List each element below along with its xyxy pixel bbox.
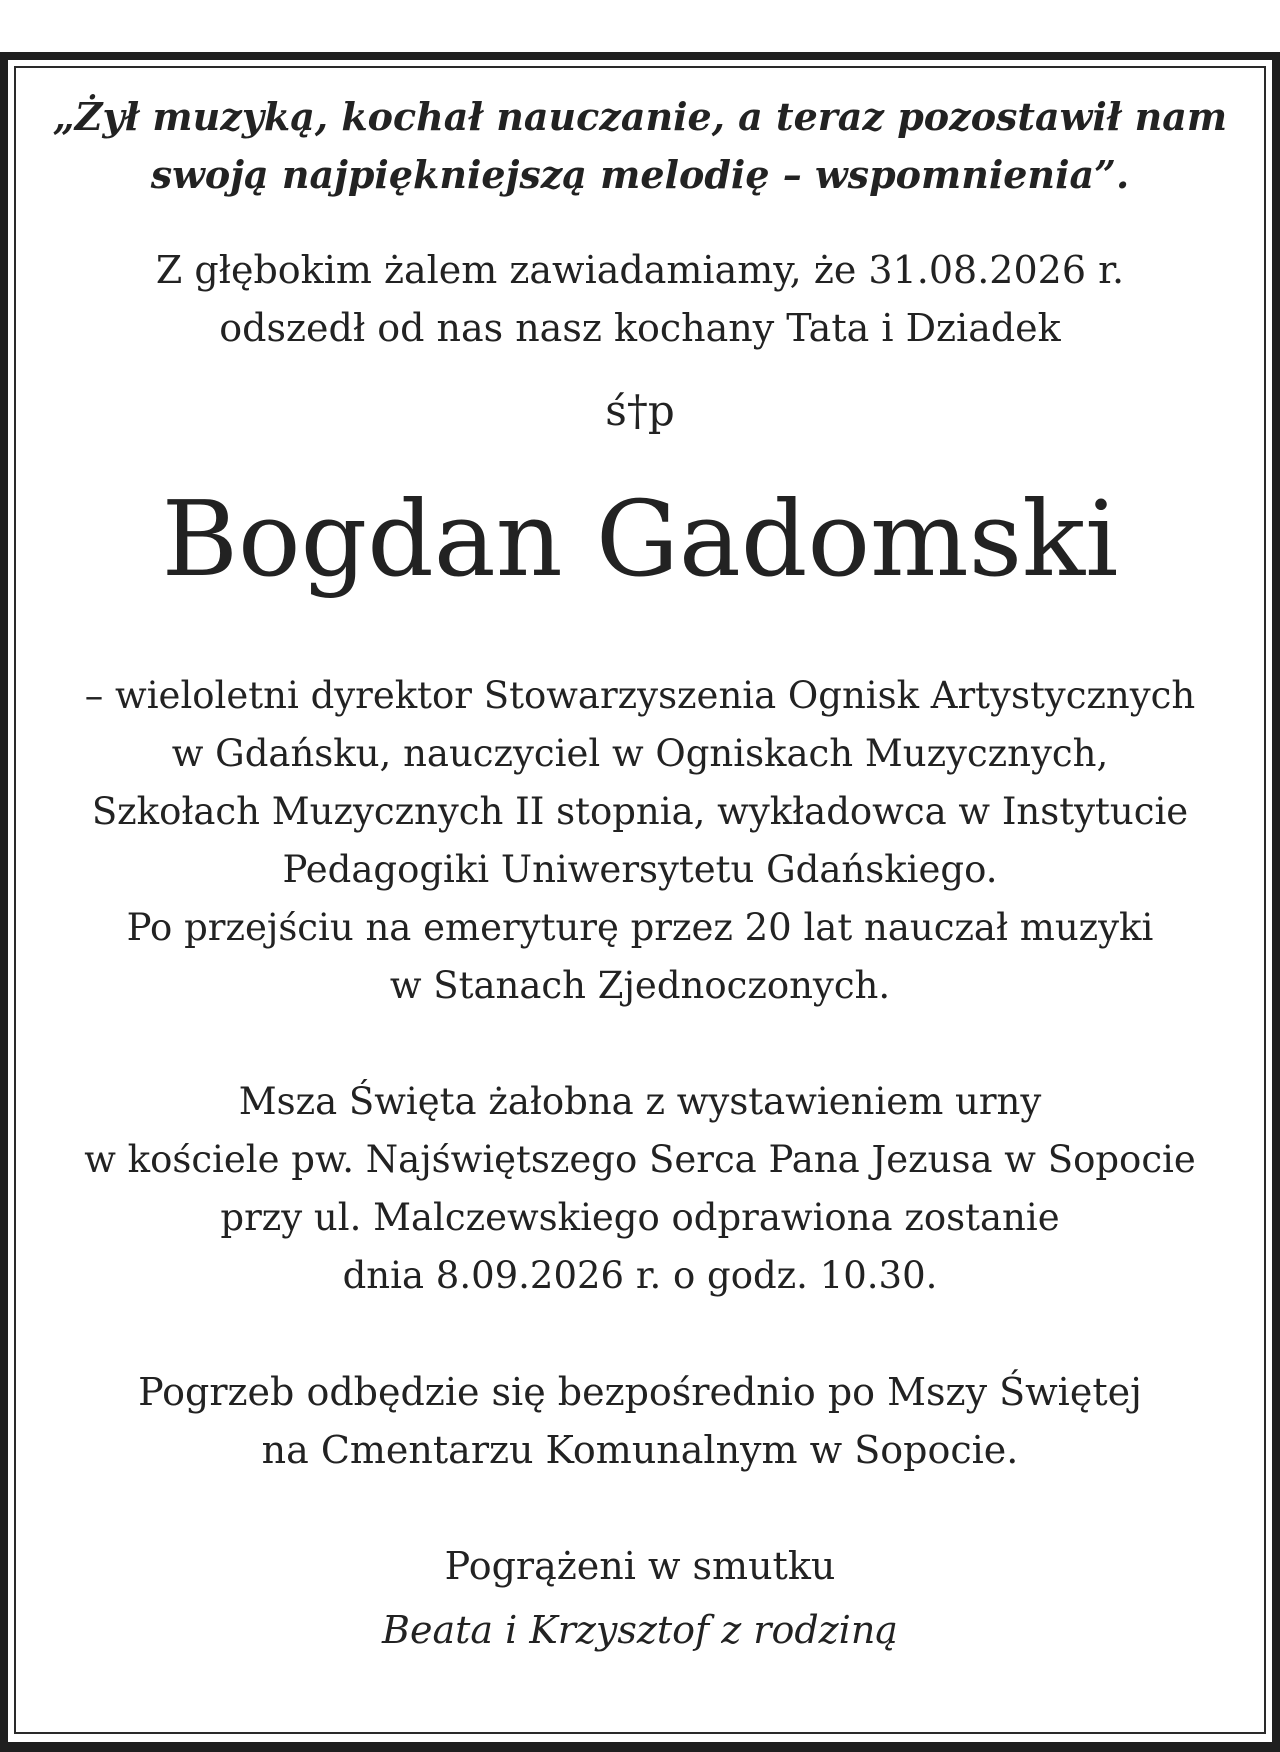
- biography-line: w Gdańsku, nauczyciel w Ogniskach Muzycznych,: [171, 732, 1109, 775]
- signature-line: Beata i Krzysztof z rodziną: [382, 1608, 898, 1652]
- funeral-mass-info: [16, 1073, 1264, 1305]
- honorific-text: ś†p: [605, 386, 675, 435]
- motto-line: swoją najpiękniejszą melodię – wspomnienia”.: [150, 152, 1130, 197]
- honorific-stp: [16, 381, 1264, 441]
- mass-line: dnia 8.09.2026 r. o godz. 10.30.: [342, 1254, 938, 1297]
- biography-line: – wieloletni dyrektor Stowarzyszenia Ognisk Artystycznych: [84, 674, 1196, 717]
- mass-line: Msza Święta żałobna z wystawieniem urny: [238, 1080, 1042, 1123]
- burial-line: Pogrzeb odbędzie się bezpośrednio po Mszy Świętej: [138, 1370, 1142, 1414]
- motto-quote: [16, 88, 1264, 204]
- intro-line: Z głębokim żalem zawiadamiamy, że 31.08.2026 r.: [155, 248, 1125, 292]
- burial-info: [16, 1363, 1264, 1479]
- mass-line: w kościele pw. Najświętszego Serca Pana Jezusa w Sopocie: [84, 1138, 1196, 1181]
- burial-line: na Cmentarzu Komunalnym w Sopocie.: [261, 1428, 1019, 1472]
- biography: [16, 667, 1264, 1015]
- biography-line: Szkołach Muzycznych II stopnia, wykładowca w Instytucie: [91, 790, 1189, 833]
- deceased-name: Bogdan Gadomski: [161, 478, 1119, 600]
- announcement-intro: [16, 241, 1264, 357]
- biography-line: Po przejściu na emeryturę przez 20 lat nauczał muzyki: [126, 906, 1154, 949]
- intro-line: odszedł od nas nasz kochany Tata i Dziadek: [219, 306, 1061, 350]
- biography-line: Pedagogiki Uniwersytetu Gdańskiego.: [282, 848, 998, 891]
- mourning-phrase: [16, 1537, 1264, 1595]
- motto-line: „Żył muzyką, kochał nauczanie, a teraz pozostawił nam: [52, 94, 1228, 139]
- obituary-notice: [16, 68, 1264, 1659]
- mass-line: przy ul. Malczewskiego odprawiona zostanie: [220, 1196, 1060, 1239]
- biography-line: w Stanach Zjednoczonych.: [389, 964, 891, 1007]
- family-signature: [16, 1601, 1264, 1659]
- mourning-line: Pogrążeni w smutku: [444, 1544, 836, 1588]
